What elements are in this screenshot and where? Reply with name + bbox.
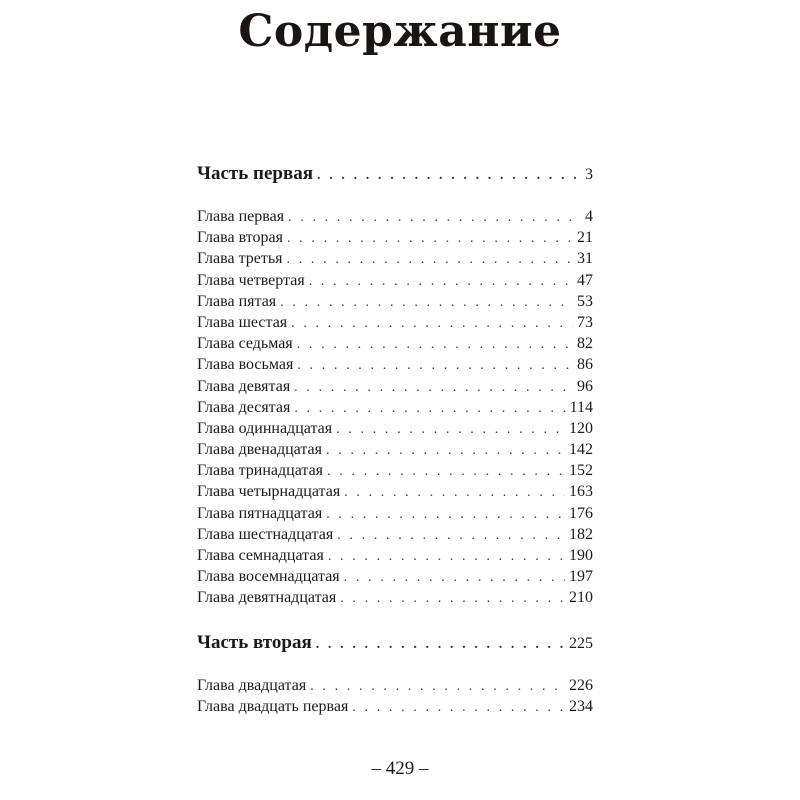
toc-chapter[interactable] xyxy=(197,503,593,524)
toc-chapter[interactable] xyxy=(197,333,593,354)
toc-part[interactable] xyxy=(197,160,593,188)
toc-chapter-label: Глава двадцать первая xyxy=(197,697,349,715)
dot-leader xyxy=(340,588,565,609)
table-of-contents xyxy=(197,160,593,717)
dot-leader xyxy=(288,207,581,228)
dot-leader xyxy=(344,482,565,503)
toc-chapter[interactable] xyxy=(197,545,593,566)
toc-page-number: 4 xyxy=(585,208,593,225)
page-title: Содержание xyxy=(238,6,562,57)
toc-chapter[interactable] xyxy=(197,397,593,418)
dot-leader xyxy=(294,377,573,398)
toc-page-number: 73 xyxy=(577,313,593,331)
toc-chapter-label: Глава восемнадцатая xyxy=(197,568,340,586)
toc-page-number: 234 xyxy=(569,697,593,715)
toc-chapter[interactable] xyxy=(197,696,593,717)
dot-leader xyxy=(316,631,565,659)
toc-page-number: 3 xyxy=(585,166,593,183)
toc-chapter-label: Глава шестая xyxy=(197,313,288,331)
toc-chapter[interactable] xyxy=(197,206,593,227)
toc-part[interactable] xyxy=(197,629,593,657)
dot-leader xyxy=(294,398,565,419)
toc-page-number: 47 xyxy=(577,271,593,289)
toc-chapter-label: Глава шестнадцатая xyxy=(197,525,334,543)
dot-leader xyxy=(280,292,573,313)
toc-page-number: 86 xyxy=(577,356,593,374)
toc-page-number: 82 xyxy=(577,335,593,353)
toc-page-number: 226 xyxy=(569,676,593,694)
toc-chapter[interactable] xyxy=(197,418,593,439)
toc-chapter[interactable] xyxy=(197,291,593,312)
toc-page-number: 182 xyxy=(569,525,593,543)
toc-chapter[interactable] xyxy=(197,354,593,375)
dot-leader xyxy=(309,271,573,292)
toc-part-label: Часть вторая xyxy=(197,631,312,653)
toc-chapter[interactable] xyxy=(197,481,593,502)
toc-chapter-label: Глава восьмая xyxy=(197,356,294,374)
toc-chapter-label: Глава седьмая xyxy=(197,335,293,353)
toc-chapter[interactable] xyxy=(197,675,593,696)
toc-chapter-label: Глава пятая xyxy=(197,292,277,310)
toc-chapter[interactable] xyxy=(197,566,593,587)
toc-chapter-label: Глава четвертая xyxy=(197,271,305,289)
toc-page-number: 53 xyxy=(577,292,593,310)
toc-chapter-label: Глава десятая xyxy=(197,398,291,416)
toc-page-number: 225 xyxy=(569,634,593,652)
toc-page-number: 31 xyxy=(577,250,593,268)
dot-leader xyxy=(297,334,573,355)
toc-page-number: 190 xyxy=(569,547,593,564)
toc-chapter-label: Глава первая xyxy=(197,208,285,225)
dot-leader xyxy=(327,461,565,482)
dot-leader xyxy=(344,567,565,588)
toc-chapter-label: Глава вторая xyxy=(197,229,283,247)
toc-chapter[interactable] xyxy=(197,312,593,333)
dot-leader xyxy=(328,546,565,567)
toc-chapter-label: Глава одиннадцатая xyxy=(197,419,333,437)
dot-leader xyxy=(317,162,581,190)
toc-chapter[interactable] xyxy=(197,376,593,397)
toc-page-number: 152 xyxy=(569,462,593,480)
toc-chapter-label: Глава семнадцатая xyxy=(197,547,324,564)
toc-chapter-label: Глава четырнадцатая xyxy=(197,483,341,501)
toc-page-number: 96 xyxy=(577,377,593,395)
toc-chapter-label: Глава двадцатая xyxy=(197,676,307,694)
dot-leader xyxy=(297,355,573,376)
page-number: – 429 – xyxy=(371,758,429,779)
toc-part-label: Часть первая xyxy=(197,163,313,184)
toc-page-number: 120 xyxy=(569,419,593,437)
dot-leader xyxy=(326,504,565,525)
dot-leader xyxy=(337,525,565,546)
toc-chapter[interactable] xyxy=(197,524,593,545)
dot-leader xyxy=(287,249,573,270)
toc-chapter-label: Глава тринадцатая xyxy=(197,462,324,480)
dot-leader xyxy=(287,228,573,249)
toc-chapter-label: Глава пятнадцатая xyxy=(197,504,323,522)
toc-page-number: 210 xyxy=(569,589,593,607)
toc-chapter-label: Глава двенадцатая xyxy=(197,441,322,459)
toc-page-number: 197 xyxy=(569,568,593,586)
toc-chapter[interactable] xyxy=(197,248,593,269)
toc-chapter-label: Глава девятнадцатая xyxy=(197,589,337,607)
dot-leader xyxy=(310,676,565,697)
toc-page-number: 21 xyxy=(577,229,593,247)
toc-chapter[interactable] xyxy=(197,439,593,460)
toc-page-number: 163 xyxy=(569,483,593,501)
toc-chapter[interactable] xyxy=(197,460,593,481)
toc-page-number: 114 xyxy=(569,398,593,416)
toc-chapter[interactable] xyxy=(197,270,593,291)
toc-page-number: 176 xyxy=(569,504,593,522)
dot-leader xyxy=(291,313,573,334)
dot-leader xyxy=(326,440,565,461)
toc-chapter-label: Глава девятая xyxy=(197,377,291,395)
dot-leader xyxy=(336,419,565,440)
dot-leader xyxy=(352,697,565,718)
toc-chapter[interactable] xyxy=(197,227,593,248)
toc-page-number: 142 xyxy=(569,441,593,459)
toc-chapter-label: Глава третья xyxy=(197,250,283,268)
toc-chapter[interactable] xyxy=(197,587,593,608)
